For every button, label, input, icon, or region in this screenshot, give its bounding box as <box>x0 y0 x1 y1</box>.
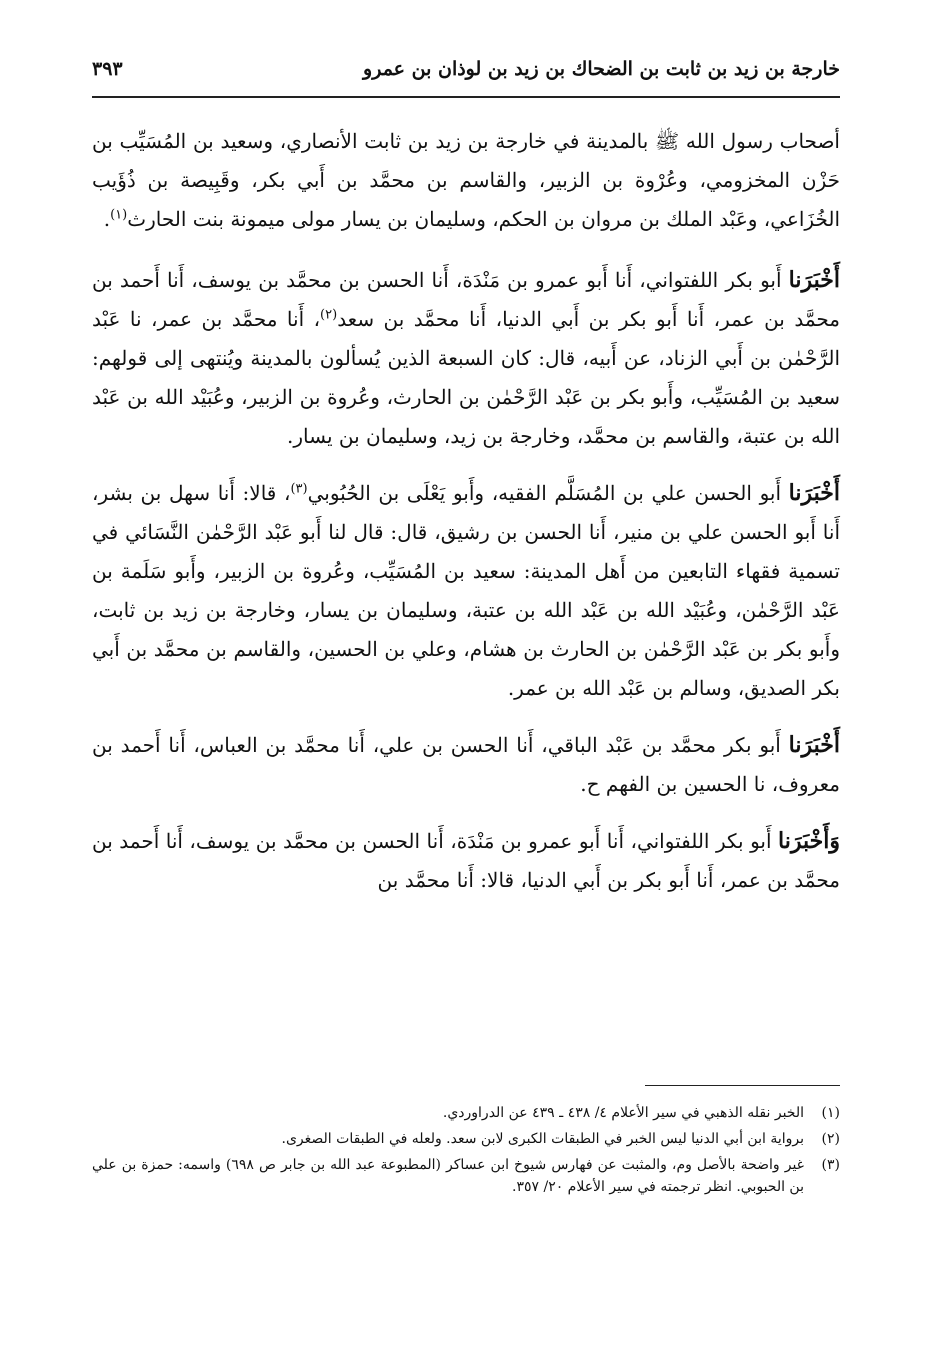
narration-lead: أَخْبَرَنا <box>788 267 840 293</box>
footnote-text: الخبر نقله الذهبي في سير الأعلام ٤/ ٤٣٨ ـ ٤٣٩ عن الدراوردي. <box>442 1105 804 1121</box>
footnote-reference: (٢) <box>320 307 338 323</box>
page-number: ٣٩٣ <box>92 58 123 80</box>
paragraph <box>92 261 840 456</box>
paragraph-text: أَبو بكر محمَّد بن عَبْد الباقي، أَنا الحسن بن علي، أَنا محمَّد بن العباس، أَنا أَحمد بن معروف، نا الحسين بن الفهم ح. <box>92 733 840 796</box>
paragraph <box>92 822 840 900</box>
paragraph <box>92 726 840 804</box>
footnote-reference: (١) <box>110 207 128 223</box>
footnote-number: (١) <box>821 1105 840 1121</box>
footnote-number: (٣) <box>821 1157 840 1173</box>
footnote-number: (٢) <box>821 1131 840 1147</box>
footnote <box>92 1128 840 1150</box>
footnote-divider <box>645 1085 840 1086</box>
running-title: خارجة بن زيد بن ثابت بن الضحاك بن زيد بن لوذان بن عمرو <box>363 58 840 80</box>
narration-lead: وَأَخْبَرَنا <box>778 828 840 854</box>
footnote <box>92 1154 840 1198</box>
paragraph <box>92 122 840 239</box>
paragraph-text: أصحاب رسول الله ﷺ بالمدينة في خارجة بن زيد بن ثابت الأنصاري، وسعيد بن المُسَيِّب بن حَزْن المخزومي، وعُرْوة بن الزبير، والقاسم بن محمَّد بن أَبي بكر، وقَبِيصة بن ذُؤَيب الخُزَاعي، وعَبْد الملك بن مروان بن الحكم، وسليمان بن يسار مولى ميمونة بنت الحارث <box>92 129 840 231</box>
paragraph-text: أَبو بكر اللفتواني، أَنا أَبو عمرو بن مَنْدَة، أَنا الحسن بن محمَّد بن يوسف، أَنا أَحمد بن محمَّد بن عمر، أَنا أَبو بكر بن أَبي الدنيا، قالا: أَنا محمَّد بن <box>92 829 840 892</box>
footnote-reference: (٣) <box>290 481 308 497</box>
paragraph-text: أَبو الحسن علي بن المُسَلَّم الفقيه، وأَبو يَعْلَى بن الحُبُوبي <box>307 481 789 505</box>
narration-lead: أَخْبَرَنا <box>788 480 840 506</box>
footnote <box>92 1102 840 1124</box>
paragraph <box>92 474 840 708</box>
paragraph-text: أَبو بكر اللفتواني، أَنا أَبو عمرو بن مَنْدَة، أَنا الحسن بن محمَّد بن يوسف، أَنا أَحمد بن محمَّد بن عمر، أَنا أَبو بكر بن أَبي الدنيا، أَنا محمَّد بن سعد <box>92 268 841 331</box>
book-page <box>92 52 840 1312</box>
footnotes <box>92 1102 840 1202</box>
paragraph-tail: ، أَنا محمَّد بن عمر، نا عَبْد الرَّحْمٰن بن أَبي الزناد، عن أَبيه، قال: كان السبعة الذين يُسألون بالمدينة ويُنتهى إلى قولهم: سعيد بن المُسَيِّب، وأَبو بكر بن عَبْد الرَّحْمٰن بن الحارث، وعُروة بن الزبير، وعُبَيْد الله بن عَبْد الله بن عتبة، والقاسم بن محمَّد، وخارجة بن زيد، وسليمان بن يسار. <box>92 307 840 448</box>
paragraph-tail: . <box>103 207 111 231</box>
narration-lead: أَخْبَرَنا <box>788 732 840 758</box>
footnote-text: غير واضحة بالأصل وم، والمثبت عن فهارس شيوخ ابن عساكر (المطبوعة عبد الله بن جابر ص ٦٩٨) واسمه: حمزة بن علي بن الحبوبي. انظر ترجمته في سير الأعلام ٢٠/ ٣٥٧. <box>92 1157 805 1195</box>
page-header <box>92 52 840 98</box>
paragraph-tail: ، قالا: أَنا سهل بن بشر، أَنا أَبو الحسن علي بن منير، أَنا الحسن بن رشيق، قال: قال لنا أَبو عَبْد الرَّحْمٰن النَّسَائي في تسمية فقهاء التابعين من أَهل المدينة: سعيد بن المُسَيِّب، وعُروة بن الزبير، وأَبو سَلَمة بن عَبْد الرَّحْمٰن، وعُبَيْد الله بن عَبْد الله بن عتبة، وسليمان بن يسار، وخارجة بن زيد بن ثابت، وأَبو بكر بن عَبْد الرَّحْمٰن بن الحارث بن هشام، وعلي بن الحسين، والقاسم بن محمَّد بن أَبي بكر الصديق، وسالم بن عَبْد الله بن عمر. <box>92 481 841 700</box>
main-text <box>92 122 840 918</box>
footnote-text: برواية ابن أبي الدنيا ليس الخبر في الطبقات الكبرى لابن سعد. ولعله في الطبقات الصغرى. <box>281 1131 804 1147</box>
